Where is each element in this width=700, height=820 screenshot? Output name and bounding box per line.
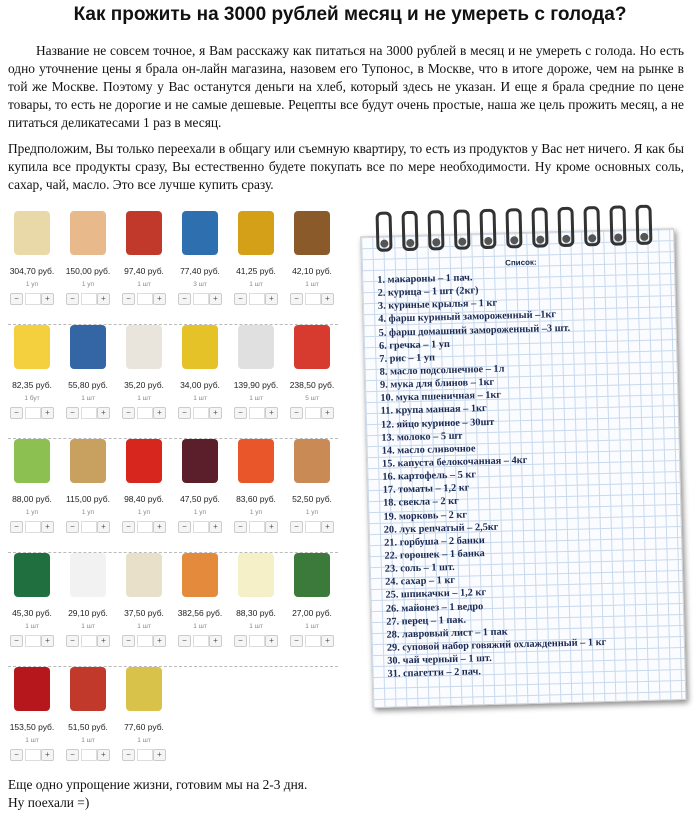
increase-button[interactable]: + [209,521,222,533]
product-card [8,325,56,430]
product-unit: 5 шт [305,395,319,402]
decrease-button[interactable]: − [10,521,23,533]
product-image[interactable] [126,211,162,255]
list-item: 30. чай черный – 1 шт. [387,653,492,667]
increase-button[interactable]: + [97,521,110,533]
list-item: 31. спагетти – 2 пач. [387,666,482,680]
quantity-stepper [10,749,54,760]
quantity-input[interactable] [81,521,97,533]
product-image[interactable] [14,667,50,711]
quantity-stepper [66,749,110,760]
product-price: 35,20 руб. [124,380,164,390]
increase-button[interactable]: + [153,635,166,647]
product-card [120,667,168,772]
quantity-stepper [10,407,54,418]
product-image[interactable] [126,325,162,369]
product-unit: 1 шт [305,281,319,288]
list-item: 12. яйцо куриное – 30шт [380,416,495,431]
product-price: 77,40 руб. [180,266,220,276]
product-unit: 1 бут [24,395,40,402]
spiral-ring [427,210,444,250]
product-unit: 1 шт [81,737,95,744]
increase-button[interactable]: + [321,635,334,647]
increase-button[interactable]: + [209,293,222,305]
product-image[interactable] [238,439,274,483]
increase-button[interactable]: + [321,521,334,533]
spiral-ring [531,207,548,247]
article-title: Как прожить на 3000 рублей месяц и не умереть с голода? [73,4,627,25]
list-item: 16. картофель – 5 кг [382,469,477,483]
product-image[interactable] [294,439,330,483]
product-price: 29,10 руб. [68,608,108,618]
product-row [8,205,338,325]
quantity-stepper [66,407,110,418]
product-price: 153,50 руб. [9,722,55,732]
quantity-stepper [122,521,166,532]
product-unit: 1 уп [25,281,39,288]
product-price: 88,00 руб. [12,494,52,504]
quantity-stepper [290,407,334,418]
notebook [360,204,695,712]
product-price: 139,90 руб. [233,380,279,390]
product-price: 41,25 руб. [236,266,276,276]
list-item: 4. фарш куриный замороженный –1кг [378,309,557,326]
increase-button[interactable]: + [321,407,334,419]
quantity-input[interactable] [25,635,41,647]
product-unit: 1 шт [81,623,95,630]
product-image[interactable] [238,211,274,255]
product-unit: 1 уп [305,509,319,516]
increase-button[interactable]: + [97,293,110,305]
increase-button[interactable]: + [265,635,278,647]
product-card [8,439,56,544]
quantity-stepper [234,407,278,418]
product-unit: 1 шт [305,623,319,630]
increase-button[interactable]: + [265,293,278,305]
product-image[interactable] [182,439,218,483]
decrease-button[interactable]: − [10,407,23,419]
product-price: 83,60 руб. [236,494,276,504]
product-card [232,325,280,430]
spiral-ring [557,207,574,247]
quantity-stepper [122,407,166,418]
decrease-button[interactable]: − [10,749,23,761]
product-unit: 1 шт [25,737,39,744]
decrease-button[interactable]: − [234,407,247,419]
product-unit: 1 уп [81,509,95,516]
quantity-stepper [290,635,334,646]
list-title: Список: [505,257,537,268]
product-unit: 3 шт [193,281,207,288]
intro-paragraph: Название не совсем точное, я Вам расскажу как питаться на 3000 рублей в месяц и не умереть с голода. Но есть одно уточнение цены я брала он-лайн магазина, назовем его Тупонос, в Москве, что в итоге дороже, чем на рынке в той же Москве. Поэтому у Вас останутся деньги на хлеб, который здесь не указан. И еще я брала средние по цене товары, то есть не дорогие и не самые дешевые. Рецепты все будут очень простые, наша же цель прожить месяц, а не питаться деликатесами 1 раз в месяц. [8,43,684,130]
quantity-input[interactable] [305,635,321,647]
product-card [64,439,112,544]
decrease-button[interactable]: − [290,293,303,305]
decrease-button[interactable]: − [66,407,79,419]
increase-button[interactable]: + [321,293,334,305]
quantity-input[interactable] [137,293,153,305]
product-image[interactable] [70,439,106,483]
list-item: 29. суповой набор говяжий охлажденный – 1 кг [386,636,607,654]
spiral-ring [376,211,393,251]
increase-button[interactable]: + [41,635,54,647]
spiral-binding [360,204,682,212]
shopping-list [377,266,678,681]
quantity-input[interactable] [137,407,153,419]
product-card [8,553,56,658]
list-item: 3. куриные крылья – 1 кг [377,298,498,313]
product-card [176,553,224,658]
product-unit: 1 шт [249,623,263,630]
spiral-ring [453,209,470,249]
product-unit: 1 шт [25,623,39,630]
quantity-input[interactable] [137,749,153,761]
increase-button[interactable]: + [153,293,166,305]
increase-button[interactable]: + [41,407,54,419]
product-unit: 1 шт [137,395,151,402]
quantity-stepper [178,407,222,418]
quantity-stepper [122,749,166,760]
product-card [288,211,336,316]
product-image[interactable] [238,553,274,597]
increase-button[interactable]: + [97,635,110,647]
product-card [64,211,112,316]
product-image[interactable] [294,211,330,255]
product-card [288,553,336,658]
quantity-stepper [234,635,278,646]
list-item: 7. рис – 1 уп [379,352,436,365]
list-item: 10. мука пшеничная – 1кг [380,389,502,405]
decrease-button[interactable]: − [234,635,247,647]
quantity-input[interactable] [137,635,153,647]
list-item: 28. лавровый лист – 1 пак [386,626,508,641]
decrease-button[interactable]: − [122,521,135,533]
quantity-input[interactable] [193,521,209,533]
increase-button[interactable]: + [41,293,54,305]
quantity-stepper [290,293,334,304]
product-image[interactable] [70,325,106,369]
product-price: 304,70 руб. [9,266,55,276]
product-price: 27,00 руб. [292,608,332,618]
product-card [176,211,224,316]
list-item: 15. капуста белокочанная – 4кг [381,454,528,470]
product-row [8,547,338,667]
quantity-stepper [66,635,110,646]
quantity-input[interactable] [193,635,209,647]
quantity-input[interactable] [137,521,153,533]
decrease-button[interactable]: − [178,521,191,533]
decrease-button[interactable]: − [122,635,135,647]
quantity-input[interactable] [81,635,97,647]
quantity-input[interactable] [81,293,97,305]
product-image[interactable] [14,325,50,369]
list-item: 2. курица – 1 шт (2кг) [377,285,479,299]
increase-button[interactable]: + [97,749,110,761]
product-image[interactable] [70,211,106,255]
assumption-paragraph: Предположим, Вы только переехали в общагу или съемную квартиру, то есть из продуктов у Вас нет ничего. Я как бы купила все продукты сразу, Вы естественно будете покупать все по мере необходимости. Ну кроме основных соль, сахар, чай, масло. Это все лучше купить сразу. [8,141,684,192]
increase-button[interactable]: + [265,407,278,419]
product-image[interactable] [126,439,162,483]
quantity-input[interactable] [81,749,97,761]
product-image[interactable] [126,667,162,711]
quantity-stepper [122,293,166,304]
product-unit: 1 шт [193,623,207,630]
increase-button[interactable]: + [153,749,166,761]
product-card [288,439,336,544]
list-item: 24. сахар – 1 кг [385,575,456,588]
product-price: 115,00 руб. [66,494,110,504]
product-unit: 1 шт [137,623,151,630]
product-unit: 1 шт [137,737,151,744]
product-unit: 1 уп [81,281,95,288]
product-row [8,661,338,781]
product-image[interactable] [238,325,274,369]
product-unit: 1 шт [193,395,207,402]
product-card [8,667,56,772]
product-price: 88,30 руб. [236,608,276,618]
list-item: 11. крупа манная – 1кг [380,403,487,418]
product-card [176,439,224,544]
product-card [8,211,56,316]
decrease-button[interactable]: − [66,293,79,305]
product-unit: 1 уп [193,509,207,516]
quantity-stepper [178,635,222,646]
product-price: 55,80 руб. [68,380,108,390]
product-card [120,211,168,316]
decrease-button[interactable]: − [122,749,135,761]
product-image[interactable] [294,553,330,597]
list-item: 22. горошек – 1 банка [384,548,485,562]
quantity-input[interactable] [305,407,321,419]
product-price: 150,00 руб. [65,266,111,276]
list-item: 26. майонез – 1 ведро [385,600,484,615]
list-item: 8. масло подсолнечное – 1л [379,363,505,378]
product-card [232,211,280,316]
quantity-input[interactable] [25,521,41,533]
quantity-stepper [290,521,334,532]
quantity-stepper [10,521,54,532]
decrease-button[interactable]: − [178,635,191,647]
quantity-input[interactable] [249,521,265,533]
quantity-input[interactable] [193,293,209,305]
product-card [64,667,112,772]
product-row [8,319,338,439]
product-price: 34,00 руб. [180,380,220,390]
product-price: 47,50 руб. [180,494,220,504]
product-image[interactable] [182,553,218,597]
product-price: 77,60 руб. [124,722,164,732]
spiral-ring [401,211,418,251]
product-unit: 1 уп [137,509,151,516]
footer-go: Ну поехали =) [8,795,90,810]
list-item: 17. томаты – 1,2 кг [382,482,470,497]
product-image[interactable] [126,553,162,597]
list-item: 9. мука для блинов – 1кг [379,376,495,391]
product-card [288,325,336,430]
list-item: 5. фарш домашний замороженный –3 шт. [378,322,571,339]
spiral-ring [479,209,496,249]
quantity-input[interactable] [25,749,41,761]
product-unit: 1 уп [25,509,39,516]
decrease-button[interactable]: − [66,635,79,647]
decrease-button[interactable]: − [178,407,191,419]
product-image[interactable] [14,439,50,483]
decrease-button[interactable]: − [290,635,303,647]
decrease-button[interactable]: − [10,635,23,647]
quantity-input[interactable] [249,293,265,305]
product-price: 51,50 руб. [68,722,108,732]
spiral-ring [635,205,652,245]
product-card [232,439,280,544]
quantity-input[interactable] [193,407,209,419]
product-unit: 1 шт [249,281,263,288]
increase-button[interactable]: + [209,407,222,419]
list-item: 23. соль – 1 шт. [384,562,455,575]
quantity-input[interactable] [305,521,321,533]
list-item: 14. масло сливочное [381,443,476,457]
quantity-stepper [66,521,110,532]
decrease-button[interactable]: − [234,293,247,305]
footer-note: Еще одно упрощение жизни, готовим мы на 2-3 дня. [8,777,308,792]
product-price: 42,10 руб. [292,266,332,276]
increase-button[interactable]: + [41,749,54,761]
product-price: 382,56 руб. [177,608,223,618]
decrease-button[interactable]: − [122,293,135,305]
product-price: 45,30 руб. [12,608,52,618]
product-price: 52,50 руб. [292,494,332,504]
increase-button[interactable]: + [265,521,278,533]
product-price: 37,50 руб. [124,608,164,618]
decrease-button[interactable]: − [122,407,135,419]
increase-button[interactable]: + [209,635,222,647]
list-item: 21. горбуша – 2 банки [384,534,485,549]
quantity-input[interactable] [249,635,265,647]
product-price: 98,40 руб. [124,494,164,504]
quantity-input[interactable] [25,407,41,419]
product-image[interactable] [14,211,50,255]
product-price: 82,35 руб. [12,380,52,390]
product-card [120,553,168,658]
quantity-stepper [234,521,278,532]
decrease-button[interactable]: − [10,293,23,305]
quantity-input[interactable] [25,293,41,305]
product-unit: 1 шт [249,395,263,402]
quantity-stepper [178,521,222,532]
product-card [64,553,112,658]
spiral-ring [505,208,522,248]
product-image[interactable] [70,553,106,597]
list-item: 20. лук репчатый – 2,5кг [383,521,499,536]
quantity-stepper [234,293,278,304]
quantity-stepper [66,293,110,304]
product-card [120,325,168,430]
list-item: 1. макароны – 1 пач. [377,272,473,286]
decrease-button[interactable]: − [234,521,247,533]
product-card [120,439,168,544]
list-item: 6. гречка – 1 уп [378,338,450,352]
product-unit: 1 шт [81,395,95,402]
quantity-stepper [122,635,166,646]
increase-button[interactable]: + [153,407,166,419]
spiral-ring [609,205,626,245]
list-item: 13. молоко – 5 шт [381,430,463,444]
decrease-button[interactable]: − [178,293,191,305]
quantity-stepper [10,293,54,304]
decrease-button[interactable]: − [290,407,303,419]
product-image[interactable] [70,667,106,711]
product-unit: 1 шт [137,281,151,288]
decrease-button[interactable]: − [66,521,79,533]
product-image[interactable] [294,325,330,369]
quantity-input[interactable] [305,293,321,305]
list-item: 25. шпикачки – 1,2 кг [385,587,487,602]
product-image[interactable] [182,211,218,255]
product-image[interactable] [14,553,50,597]
decrease-button[interactable]: − [66,749,79,761]
product-row [8,433,338,553]
list-item: 27. перец – 1 пак. [386,614,467,628]
increase-button[interactable]: + [97,407,110,419]
spiral-ring [583,206,600,246]
product-price: 238,50 руб. [289,380,335,390]
product-price: 97,40 руб. [124,266,164,276]
quantity-input[interactable] [249,407,265,419]
quantity-input[interactable] [81,407,97,419]
product-unit: 1 уп [249,509,263,516]
product-card [64,325,112,430]
list-item: 18. свекла – 2 кг [383,496,459,510]
quantity-stepper [10,635,54,646]
product-image[interactable] [182,325,218,369]
increase-button[interactable]: + [153,521,166,533]
quantity-stepper [178,293,222,304]
list-item: 19. морковь – 2 кг [383,509,468,523]
increase-button[interactable]: + [41,521,54,533]
decrease-button[interactable]: − [290,521,303,533]
product-card [176,325,224,430]
product-card [232,553,280,658]
